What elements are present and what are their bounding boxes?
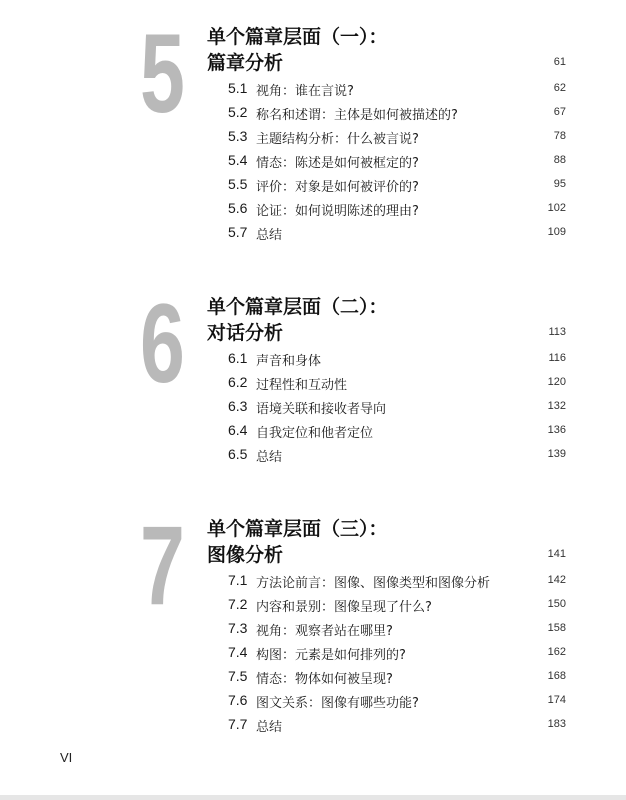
chapter-number: 7 (140, 503, 185, 628)
chapter-page-number: 61 (553, 56, 566, 68)
chapter-title-line1: 单个篇章层面（三）： (207, 518, 388, 540)
section-title: 语境关联和接收者导向 (256, 402, 387, 417)
section-number: 7.6 (228, 692, 248, 708)
toc-entry-7-6[interactable] (228, 692, 566, 712)
section-page-number: 78 (553, 130, 566, 142)
chapter-title-line2: 图像分析 (207, 544, 284, 566)
section-number: 5.3 (228, 128, 248, 144)
toc-entry-5-1[interactable] (228, 80, 566, 100)
section-page-number: 116 (548, 352, 566, 364)
section-title: 主题结构分析：什么被言说? (256, 132, 419, 147)
section-page-number: 88 (553, 154, 566, 166)
section-title: 声音和身体 (256, 354, 322, 369)
section-number: 6.2 (228, 374, 248, 390)
section-page-number: 139 (547, 448, 566, 460)
section-title: 视角：谁在言说? (256, 84, 354, 99)
section-title: 情态：陈述是如何被框定的? (256, 156, 419, 171)
toc-entry-5-2[interactable] (228, 104, 566, 124)
section-number: 5.2 (228, 104, 248, 120)
chapter-title-line1: 单个篇章层面（一）： (207, 26, 388, 48)
toc-entry-7-1[interactable] (228, 572, 566, 592)
section-title: 总结 (256, 228, 283, 243)
chapter-page-number: 113 (548, 326, 566, 338)
section-page-number: 120 (547, 376, 566, 388)
section-number: 7.4 (228, 644, 248, 660)
chapter-title-line2: 对话分析 (207, 322, 284, 344)
section-number: 5.1 (228, 80, 248, 96)
section-title: 称名和述谓：主体是如何被描述的? (256, 108, 458, 123)
toc-entry-5-3[interactable] (228, 128, 566, 148)
toc-entry-5-4[interactable] (228, 152, 566, 172)
chapter-number: 5 (140, 11, 185, 136)
section-title: 论证：如何说明陈述的理由? (256, 204, 419, 219)
section-title: 情态：物体如何被呈现? (256, 672, 393, 687)
section-number: 5.4 (228, 152, 248, 168)
section-page-number: 67 (553, 106, 566, 118)
toc-entry-5-6[interactable] (228, 200, 566, 220)
chapter-title-line2: 篇章分析 (207, 52, 284, 74)
section-title: 视角：观察者站在哪里? (256, 624, 393, 639)
section-page-number: 150 (547, 598, 566, 610)
section-page-number: 136 (547, 424, 566, 436)
section-title: 评价：对象是如何被评价的? (256, 180, 419, 195)
page-number: VI (60, 750, 73, 765)
section-number: 6.4 (228, 422, 248, 438)
section-number: 6.5 (228, 446, 248, 462)
section-number: 5.6 (228, 200, 248, 216)
chapter-title-line1: 单个篇章层面（二）： (207, 296, 388, 318)
toc-entry-7-5[interactable] (228, 668, 566, 688)
section-number: 7.3 (228, 620, 248, 636)
toc-entry-6-5[interactable] (228, 446, 566, 466)
section-number: 6.1 (228, 350, 248, 366)
section-page-number: 174 (547, 694, 566, 706)
section-page-number: 102 (547, 202, 566, 214)
toc-entry-6-4[interactable] (228, 422, 566, 442)
toc-entry-7-7[interactable] (228, 716, 566, 736)
section-title: 方法论前言：图像、图像类型和图像分析 (256, 576, 491, 591)
toc-entry-7-3[interactable] (228, 620, 566, 640)
section-page-number: 183 (547, 718, 566, 730)
section-title: 内容和景别：图像呈现了什么? (256, 600, 432, 615)
section-title: 总结 (256, 450, 283, 465)
section-title: 构图：元素是如何排列的? (256, 648, 406, 663)
toc-entry-6-3[interactable] (228, 398, 566, 418)
toc-entry-7-2[interactable] (228, 596, 566, 616)
section-page-number: 95 (553, 178, 566, 190)
toc-entry-5-5[interactable] (228, 176, 566, 196)
section-number: 5.5 (228, 176, 248, 192)
section-page-number: 109 (547, 226, 566, 238)
chapter-page-number: 141 (547, 548, 566, 560)
section-number: 7.2 (228, 596, 248, 612)
toc-entry-7-4[interactable] (228, 644, 566, 664)
section-page-number: 158 (547, 622, 566, 634)
section-title: 自我定位和他者定位 (256, 426, 374, 441)
section-title: 图文关系：图像有哪些功能? (256, 696, 419, 711)
section-page-number: 168 (547, 670, 566, 682)
section-number: 7.7 (228, 716, 248, 732)
bottom-divider (0, 795, 626, 800)
section-number: 7.5 (228, 668, 248, 684)
toc-entry-5-7[interactable] (228, 224, 566, 244)
section-page-number: 132 (547, 400, 566, 412)
section-page-number: 62 (553, 82, 566, 94)
toc-entry-6-1[interactable] (228, 350, 566, 370)
section-title: 过程性和互动性 (256, 378, 348, 393)
section-number: 7.1 (228, 572, 248, 588)
section-page-number: 162 (547, 646, 566, 658)
section-page-number: 142 (547, 574, 566, 586)
section-number: 5.7 (228, 224, 248, 240)
section-title: 总结 (256, 720, 283, 735)
toc-entry-6-2[interactable] (228, 374, 566, 394)
section-number: 6.3 (228, 398, 248, 414)
chapter-number: 6 (140, 281, 185, 406)
